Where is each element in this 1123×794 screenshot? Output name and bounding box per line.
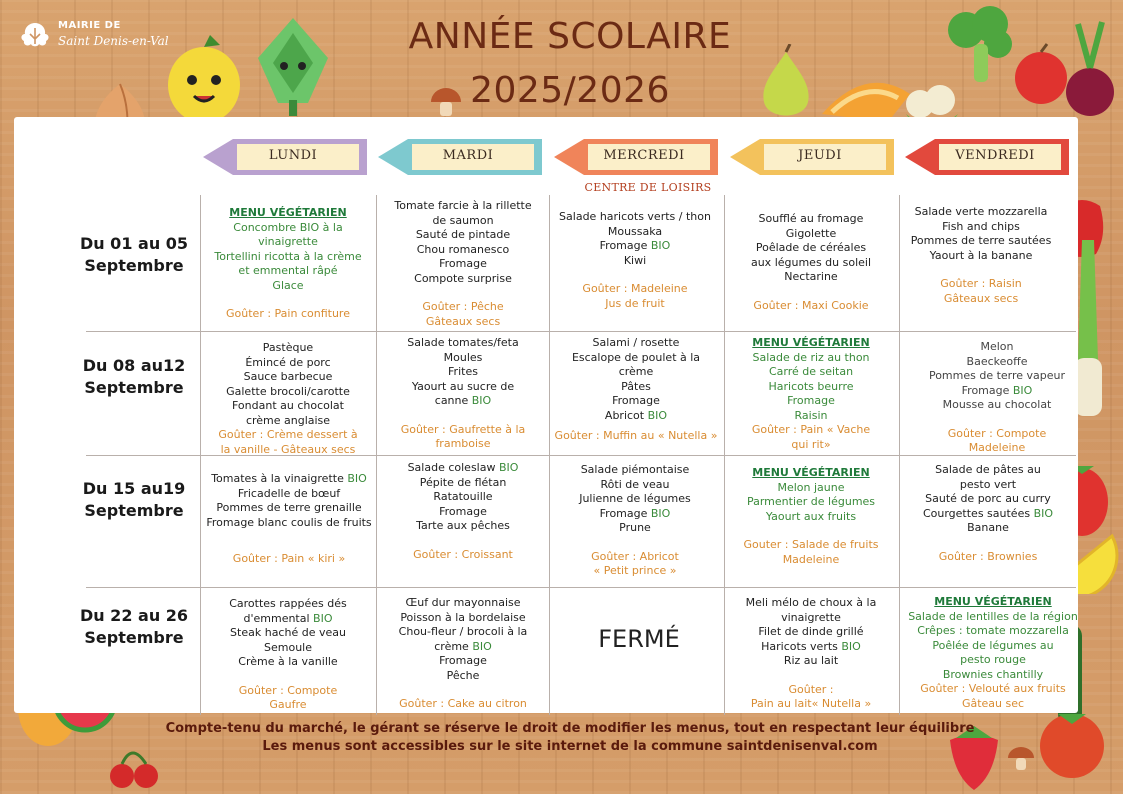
menu-line: Crêpes : tomate mozzarella — [917, 624, 1069, 637]
snack-line: Goûter : Velouté aux fruits — [920, 682, 1066, 695]
snack-line: Goûter : Pain confiture — [226, 307, 350, 320]
menu-line — [547, 409, 725, 424]
day-label-lundi: LUNDI — [268, 148, 318, 163]
snack-line: Gâteaux secs — [943, 291, 1019, 305]
menu-line — [550, 507, 720, 522]
bio-tag: BIO — [498, 461, 519, 474]
menu-line: Julienne de légumes — [579, 492, 691, 505]
week-4-month: Septembre — [84, 628, 184, 647]
menu-line: pesto vert — [959, 477, 1017, 491]
menu-text: Fromage — [599, 506, 651, 520]
snack-line: Goûter : Compote — [238, 683, 338, 697]
menu-line: Crème à la vanille — [238, 655, 338, 668]
week-1-dates: Du 01 au 05 — [79, 234, 189, 253]
menu-line: crème anglaise — [245, 413, 331, 427]
menu-line: Moules — [443, 350, 483, 364]
week-3-dates: Du 15 au19 — [82, 479, 186, 498]
menu-line: Yaourt aux fruits — [765, 509, 857, 523]
menu-cell-w2-mardi — [378, 336, 548, 452]
menu-line: vinaigrette — [781, 610, 841, 624]
menu-line: Salami / rosette — [592, 336, 680, 349]
menu-text: Salade coleslaw — [407, 461, 499, 474]
menu-line: Gigolette — [785, 226, 837, 240]
week-label-4 — [68, 605, 200, 649]
menu-line: Fish and chips — [942, 219, 1020, 233]
menu-line: Yaourt à la banane — [929, 248, 1033, 262]
week-3-month: Septembre — [84, 501, 184, 520]
menu-line: Glace — [272, 278, 304, 292]
tomato-bottom-icon — [1034, 704, 1110, 780]
grid-line-col1 — [200, 195, 201, 715]
vegetarian-menu-tag: MENU VÉGÉTARIEN — [752, 466, 870, 479]
menu-line: Melon — [980, 340, 1014, 353]
week-label-2 — [68, 355, 200, 399]
menu-cell-w1-lundi — [203, 206, 373, 322]
menu-line: Poêlade de céréales — [755, 241, 867, 254]
pear-icon — [756, 44, 816, 122]
snack-line: Goûter : Cake au citron — [399, 697, 527, 710]
menu-text: Fromage — [599, 239, 651, 252]
menu-line: Salade haricots verts / thon — [559, 210, 711, 223]
menu-line: Tarte aux pêches — [416, 519, 510, 532]
mushroom-icon — [428, 84, 464, 120]
menu-line: vinaigrette — [258, 235, 318, 248]
snack-line: Pain au lait« Nutella » — [750, 697, 872, 710]
menu-line: crème — [618, 365, 654, 378]
snack-line: Madeleine — [782, 552, 840, 566]
menu-cell-w4-mardi — [378, 596, 548, 712]
bio-tag: BIO — [347, 472, 367, 485]
menu-line: Pommes de terre grenaille — [216, 501, 362, 514]
menu-line: Semoule — [264, 640, 312, 654]
artichoke-icon — [248, 8, 338, 118]
menu-line: Salade de lentilles de la région — [908, 609, 1078, 623]
menu-line: Fromage — [439, 504, 487, 518]
menu-line: Escalope de poulet à la — [571, 350, 701, 364]
menu-text: Haricots verts — [761, 639, 842, 653]
menu-cell-w2-mercredi — [547, 336, 725, 444]
menu-line: Brownies chantilly — [942, 667, 1044, 681]
snack-line: Goûter : Croissant — [413, 547, 513, 561]
day-label-mardi: MARDI — [442, 148, 494, 163]
bio-tag: BIO — [471, 394, 492, 407]
menu-line: Pêche — [446, 668, 480, 682]
menu-line: de saumon — [432, 213, 494, 227]
menu-cell-w4-jeudi — [726, 596, 896, 712]
snack-line: Goûter : Muffin au « Nutella » — [554, 429, 718, 442]
menu-text: Abricot — [604, 408, 648, 422]
menu-line: Pâtes — [621, 379, 651, 393]
grid-line-row3 — [86, 587, 1076, 588]
bio-tag: BIO — [1033, 506, 1054, 520]
menu-line: Fromage — [612, 394, 660, 407]
snack-line: Gâteaux secs — [425, 314, 501, 328]
snack-line: Goûter : Pain « Vache — [751, 423, 871, 436]
menu-line: Riz au lait — [783, 654, 839, 667]
menu-line: Soufflé au fromage — [758, 212, 864, 225]
menu-line — [902, 507, 1074, 522]
grid-line-row1 — [86, 331, 1076, 332]
menu-line: Steak haché de veau — [230, 626, 346, 639]
day-label-jeudi: JEUDI — [798, 148, 842, 163]
menu-line: Galette brocoli/carotte — [226, 384, 350, 398]
menu-line: Haricots beurre — [768, 379, 854, 393]
menu-line: Poêlée de légumes au — [932, 638, 1054, 652]
menu-line: Sauce barbecue — [243, 370, 333, 383]
mairie-logo — [18, 20, 169, 50]
menu-line: Fondant au chocolat — [232, 399, 344, 412]
menu-line: Yaourt au sucre de — [411, 379, 515, 393]
menu-line: Fromage — [439, 257, 487, 270]
menu-cell-w3-mercredi — [550, 463, 720, 579]
snack-line: Gâteau sec — [961, 696, 1025, 710]
menu-line: Chou romanesco — [416, 242, 510, 256]
menu-line: Filet de dinde grillé — [758, 625, 864, 638]
menu-line: Sauté de pintade — [415, 228, 511, 241]
bio-tag: BIO — [647, 408, 668, 422]
menu-line: Salade piémontaise — [580, 463, 690, 476]
menu-line: Prune — [619, 521, 651, 534]
menu-line: Pépite de flétan — [419, 475, 507, 489]
menu-cell-w3-mardi — [378, 461, 548, 562]
menu-line: Salade de riz au thon — [752, 350, 870, 364]
week-label-1 — [68, 233, 200, 277]
menu-line: Concombre BIO à la — [233, 220, 343, 234]
bio-tag: BIO — [472, 639, 492, 653]
week-2-dates: Du 08 au12 — [82, 356, 186, 375]
menu-line: Salade de pâtes au — [935, 463, 1041, 476]
grid-line-col2 — [376, 195, 377, 715]
menu-line: Banane — [967, 521, 1009, 534]
menu-text: Tomates à la vinaigrette — [211, 472, 348, 485]
snack-line: Goûter : Madeleine — [582, 282, 688, 295]
menu-cell-w3-vendredi — [902, 463, 1074, 564]
menu-line: Raisin — [794, 408, 828, 422]
closed-label: FERMÉ — [598, 625, 680, 653]
menu-cell-w2-jeudi — [726, 336, 896, 452]
menu-line — [199, 472, 379, 487]
menu-text: Courgettes sautées — [922, 506, 1034, 520]
bio-tag: BIO — [650, 506, 671, 520]
menu-cell-w3-jeudi — [726, 466, 896, 567]
page-title-line1: ANNÉE SCOLAIRE — [408, 16, 732, 57]
snack-line: la vanille - Gâteaux secs — [220, 442, 356, 456]
snack-line: Goûter : Pain « kiri » — [232, 552, 346, 565]
centre-de-loisirs-note: CENTRE DE LOISIRS — [584, 181, 712, 194]
snack-line: Goûter : Gaufrette à la — [400, 422, 526, 436]
week-4-dates: Du 22 au 26 — [79, 606, 189, 625]
menu-line: Salade verte mozzarella — [914, 205, 1048, 218]
town-logo-icon — [18, 20, 52, 50]
snack-line: Goûter : Abricot — [591, 549, 679, 563]
menu-text: Fromage — [961, 383, 1013, 397]
menu-line: Baeckeoffe — [966, 354, 1028, 368]
menu-line: Fromage — [787, 394, 835, 407]
vegetarian-menu-tag: MENU VÉGÉTARIEN — [752, 336, 870, 349]
menu-line — [378, 461, 548, 476]
menu-line — [912, 384, 1082, 399]
menu-line: pesto rouge — [960, 653, 1026, 666]
menu-line: Tomate farcie à la rillette — [394, 199, 532, 212]
day-label-mercredi: MERCREDI — [603, 148, 685, 163]
menu-line: aux légumes du soleil — [750, 255, 872, 269]
menu-line: Frites — [448, 365, 478, 378]
menu-line: Chou-fleur / brocoli à la — [398, 625, 528, 638]
menu-line: Fromage — [439, 654, 487, 667]
menu-line: Tortellini ricotta à la crème — [214, 249, 362, 263]
tab-mercredi — [554, 139, 718, 175]
menu-line: Pastèque — [262, 341, 314, 354]
menu-line: Mousse au chocolat — [942, 398, 1052, 411]
menu-line: Compote surprise — [414, 271, 512, 285]
menu-line: Fromage blanc coulis de fruits — [206, 515, 372, 529]
snack-line: Goûter : Raisin — [940, 277, 1022, 290]
snack-line: Goûter : — [788, 682, 834, 696]
menu-line: Carré de seitan — [768, 365, 854, 378]
snack-line: Gouter : Salade de fruits — [743, 538, 879, 551]
footer-website-note: Les menus sont accessibles sur le site internet de la commune saintdenisenval.com — [262, 739, 878, 754]
menu-line: Melon jaune — [777, 480, 845, 494]
menu-line — [378, 640, 548, 655]
snack-line: Gaufre — [269, 698, 307, 711]
menu-line — [203, 612, 373, 627]
bio-tag: BIO — [650, 239, 671, 252]
page-title-line2: 2025/2026 — [470, 70, 670, 111]
menu-line: Moussaka — [607, 224, 663, 238]
menu-line: Poisson à la bordelaise — [400, 610, 526, 624]
menu-line: Pommes de terre vapeur — [928, 369, 1066, 382]
menu-line: Fricadelle de bœuf — [237, 486, 341, 500]
menu-line: Nectarine — [784, 270, 838, 283]
snack-line: Goûter : Brownies — [938, 549, 1038, 563]
footer-disclaimer: Compte-tenu du marché, le gérant se réserve le droit de modifier les menus, tout en respectant leur équilibre — [165, 721, 975, 736]
menu-text: crème — [434, 639, 473, 653]
week-1-month: Septembre — [84, 256, 184, 275]
snack-line: framboise — [435, 437, 491, 450]
tab-jeudi — [730, 139, 894, 175]
logo-line1: MAIRIE DE — [58, 20, 121, 31]
vegetarian-menu-tag: MENU VÉGÉTARIEN — [934, 595, 1052, 608]
menu-cell-w1-vendredi — [893, 205, 1069, 306]
menu-line: Sauté de porc au curry — [925, 492, 1051, 505]
week-2-month: Septembre — [84, 378, 184, 397]
snack-line: Goûter : Crème dessert à — [218, 428, 358, 441]
tab-mardi — [378, 139, 542, 175]
menu-text: canne — [434, 394, 472, 407]
menu-line: Parmentier de légumes — [746, 495, 876, 508]
menu-line: Ratatouille — [433, 490, 493, 503]
bio-tag: BIO — [1012, 383, 1033, 397]
menu-cell-w1-jeudi — [726, 212, 896, 313]
week-label-3 — [68, 478, 200, 522]
menu-line: Salade tomates/feta — [407, 336, 519, 349]
menu-line: Œuf dur mayonnaise — [405, 596, 521, 609]
menu-cell-w1-mardi — [378, 199, 548, 329]
menu-cell-w4-vendredi — [902, 595, 1084, 711]
snack-line: Goûter : Compote — [947, 426, 1047, 440]
menu-line: Émincé de porc — [245, 355, 331, 369]
menu-cell-w1-mercredi — [550, 210, 720, 311]
menu-cell-w2-vendredi — [912, 340, 1082, 456]
tab-lundi — [203, 139, 367, 175]
snack-line: Madeleine — [968, 441, 1026, 454]
lemon-icon — [160, 30, 250, 125]
snack-line: Goûter : Pêche — [422, 300, 504, 313]
snack-line: Jus de fruit — [605, 296, 665, 310]
menu-line — [378, 394, 548, 409]
menu-cell-w2-lundi — [203, 341, 373, 457]
menu-cell-w4-lundi — [203, 597, 373, 713]
snack-line: qui rit» — [791, 437, 831, 451]
vegetarian-menu-tag: MENU VÉGÉTARIEN — [229, 206, 347, 219]
menu-line — [550, 239, 720, 254]
menu-line: Meli mélo de choux à la — [745, 596, 877, 609]
menu-line: et emmental râpé — [238, 264, 338, 277]
menu-line: Kiwi — [623, 253, 647, 267]
snack-line: Goûter : Maxi Cookie — [753, 298, 869, 312]
tab-vendredi — [905, 139, 1069, 175]
day-label-vendredi: VENDREDI — [955, 148, 1035, 163]
menu-line: Pommes de terre sautées — [910, 234, 1052, 247]
menu-line — [726, 640, 896, 655]
logo-line2: Saint Denis-en-Val — [58, 34, 169, 48]
bio-tag: BIO — [313, 611, 333, 625]
snack-line: « Petit prince » — [593, 564, 677, 577]
menu-cell-w3-lundi — [199, 472, 379, 567]
menu-text: d'emmental — [243, 611, 314, 625]
menu-line: Carottes rappées dés — [229, 597, 347, 610]
beet-icon — [1060, 20, 1120, 124]
menu-line: Rôti de veau — [600, 477, 670, 491]
bio-tag: BIO — [841, 639, 861, 653]
